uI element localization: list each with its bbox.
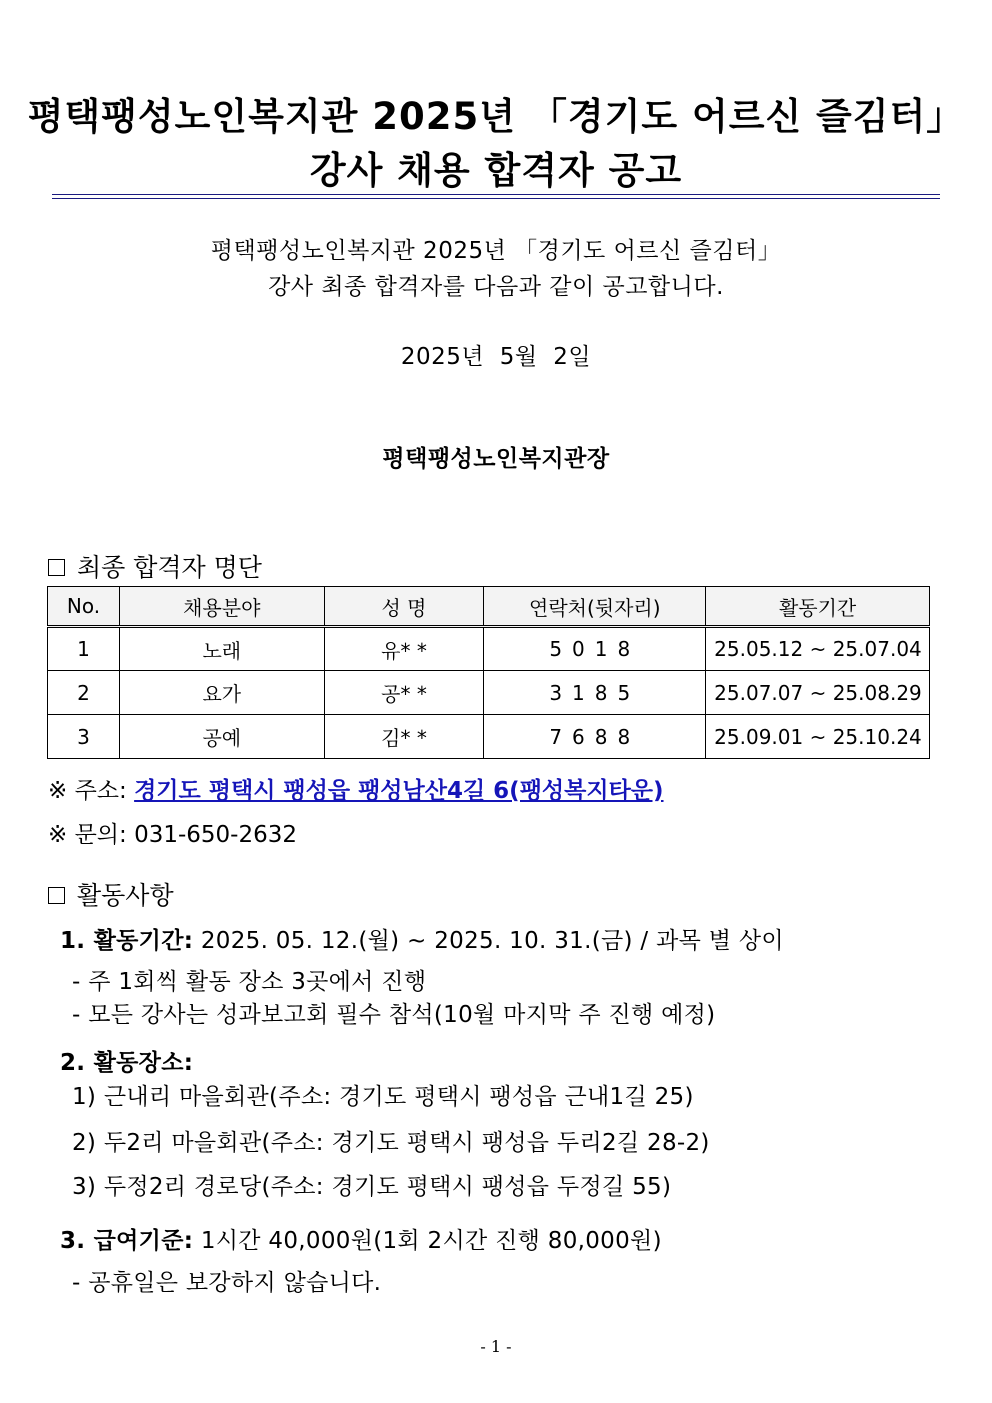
roster-heading [48, 548, 262, 584]
column-header-period: 활동기간 [706, 587, 930, 627]
cell-no: 1 [48, 627, 120, 671]
cell-phone: 5018 [484, 627, 706, 671]
square-bullet-icon [48, 559, 65, 576]
cell-no: 2 [48, 671, 120, 715]
roster-table [47, 586, 930, 759]
activity-period-sub1: - 주 1회씩 활동 장소 3곳에서 진행 [72, 969, 427, 995]
activities-heading-label: 활동사항 [77, 881, 174, 910]
cell-phone: 3185 [484, 671, 706, 715]
cell-phone: 7688 [484, 715, 706, 759]
column-header-field: 채용분야 [119, 587, 324, 627]
title-divider-top [52, 194, 940, 195]
cell-field: 공예 [119, 715, 324, 759]
activity-places-label: 2. 활동장소: [60, 1050, 194, 1076]
pay-standard-text: 1시간 40,000원(1회 2시간 진행 80,000원) [193, 1228, 662, 1254]
cell-name: 유* * [324, 627, 484, 671]
pay-standard [60, 1222, 662, 1255]
activity-place-3: 3) 두정2리 경로당(주소: 경기도 평택시 팽성읍 두정길 55) [72, 1174, 672, 1200]
address-link[interactable]: 경기도 평택시 팽성읍 팽성남산4길 6(팽성복지타운) [134, 778, 664, 804]
announcement-date: 2025년 5월 2일 [400, 344, 592, 370]
cell-period: 25.09.01 ~ 25.10.24 [706, 715, 930, 759]
activity-place-1: 1) 근내리 마을회관(주소: 경기도 평택시 팽성읍 근내1길 25) [72, 1084, 694, 1110]
square-bullet-icon [48, 887, 65, 904]
cell-period: 25.05.12 ~ 25.07.04 [706, 627, 930, 671]
page-title-line1: 평택팽성노인복지관 2025년 「경기도 어르신 즐김터」 [27, 95, 965, 138]
table-row [48, 627, 930, 671]
activity-period-text: 2025. 05. 12.(월) ~ 2025. 10. 31.(금) / 과목 별 상이 [193, 928, 784, 954]
activities-heading [48, 876, 174, 912]
cell-period: 25.07.07 ~ 25.08.29 [706, 671, 930, 715]
intro-line1: 평택팽성노인복지관 2025년 「경기도 어르신 즐김터」 [210, 238, 782, 264]
activity-place-2: 2) 두2리 마을회관(주소: 경기도 평택시 팽성읍 두리2길 28-2) [72, 1130, 710, 1156]
activity-period-sub2: - 모든 강사는 성과보고회 필수 참석(10월 마지막 주 진행 예정) [72, 1002, 716, 1028]
cell-no: 3 [48, 715, 120, 759]
pay-standard-label: 3. 급여기준: [60, 1228, 194, 1254]
cell-field: 노래 [119, 627, 324, 671]
column-header-no: No. [48, 587, 120, 627]
page-number: - 1 - [480, 1337, 512, 1356]
issuer-name: 평택팽성노인복지관장 [382, 446, 610, 472]
cell-name: 공* * [324, 671, 484, 715]
table-row [48, 715, 930, 759]
table-row [48, 671, 930, 715]
table-header-row [48, 587, 930, 627]
pay-standard-sub1: - 공휴일은 보강하지 않습니다. [72, 1270, 382, 1296]
address-label: ※ 주소: [48, 778, 135, 804]
cell-field: 요가 [119, 671, 324, 715]
column-header-phone: 연락처(뒷자리) [484, 587, 706, 627]
roster-heading-label: 최종 합격자 명단 [77, 553, 262, 582]
activity-period-label: 1. 활동기간: [60, 928, 194, 954]
address-note [48, 772, 664, 805]
cell-name: 김* * [324, 715, 484, 759]
page-title-line2: 강사 채용 합격자 공고 [309, 149, 683, 192]
column-header-name: 성 명 [324, 587, 484, 627]
activity-period [60, 922, 784, 955]
inquiry-note: ※ 문의: 031-650-2632 [48, 822, 298, 848]
title-divider-bottom [52, 198, 940, 199]
intro-line2: 강사 최종 합격자를 다음과 같이 공고합니다. [268, 274, 724, 300]
